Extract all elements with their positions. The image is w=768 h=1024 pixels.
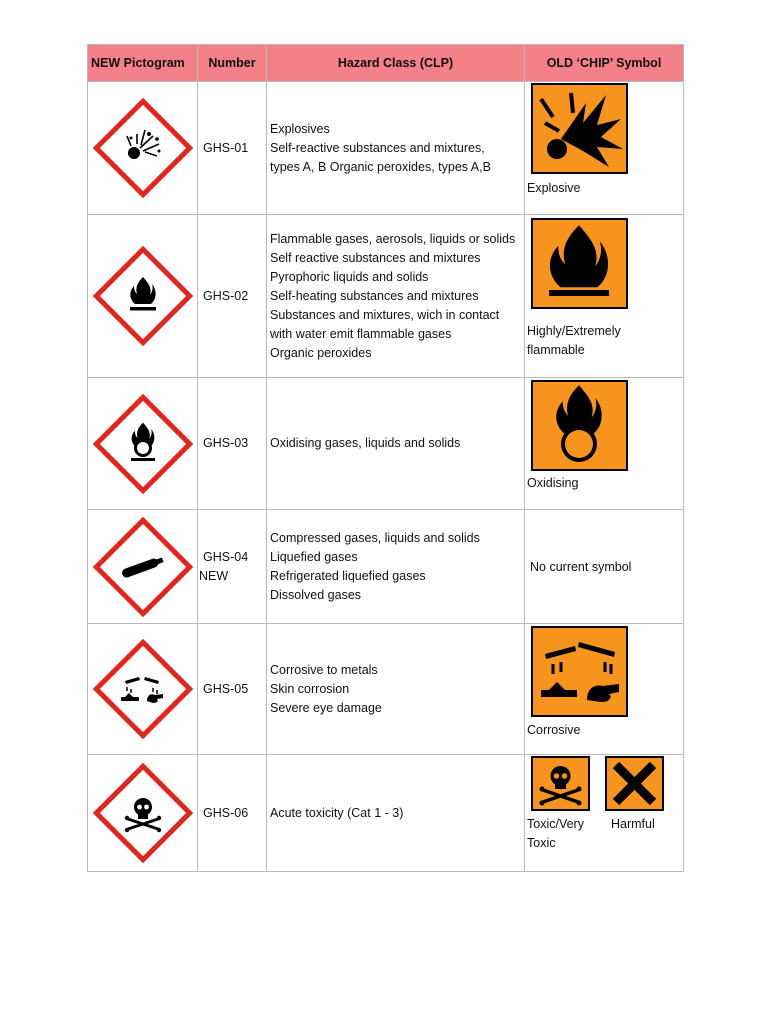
hazard-class-cell [267,624,525,755]
new-pictogram-cell [88,82,198,215]
new-label: NEW [199,568,229,583]
hazard-line: Corrosive to metals [270,662,378,677]
new-pictogram-cell [88,624,198,755]
ghs-number: GHS-06 [203,805,249,820]
skull-crossbones-icon [93,763,193,863]
old-symbol-cell [525,215,684,378]
hazard-line: Pyrophoric liquids and solids [270,269,429,284]
hazard-line: Flammable gases, aerosols, liquids or solids [270,231,516,246]
hazard-line: Self reactive substances and mixtures [270,250,481,265]
header-new-pictogram: NEW Pictogram [88,45,198,82]
hazard-line: Oxidising gases, liquids and solids [270,436,461,450]
hazard-line: Acute toxicity (Cat 1 - 3) [270,805,404,820]
old-symbol-caption: Oxidising [527,476,579,490]
hazard-line: Substances and mixtures, wich in contact [270,307,500,322]
explosive-symbol-icon [531,83,628,174]
hazard-line: Compressed gases, liquids and solids [270,530,480,545]
new-pictogram-cell [88,215,198,378]
old-symbol-caption: Highly/Extremely [527,324,621,338]
old-symbol-caption: Corrosive [527,723,581,737]
hazard-class-cell [267,510,525,624]
oxidising-symbol-icon [531,380,628,471]
ghs-number: GHS-05 [203,681,249,696]
ghs-number: GHS-01 [203,140,249,155]
table-row [88,755,684,872]
header-number: Number [198,45,267,82]
toxic-symbol-icon [531,756,590,811]
new-pictogram-cell [88,755,198,872]
ghs-number: GHS-03 [203,436,249,450]
hazard-line: types A, B Organic peroxides, types A,B [270,159,491,174]
old-symbol-caption: Harmful [611,817,655,831]
hazard-line: Liquefied gases [270,549,358,564]
old-symbol-caption: Toxic [527,836,556,850]
table-row [88,624,684,755]
hazard-class-cell [267,378,525,510]
flame-over-circle-icon [93,394,193,494]
corrosion-icon [93,639,193,739]
hazard-class-cell [267,82,525,215]
hazard-class-cell [267,755,525,872]
new-pictogram-cell [88,510,198,624]
new-pictogram-cell [88,378,198,510]
old-symbol-caption: Explosive [527,181,581,195]
flame-icon [93,246,193,346]
hazard-line: Refrigerated liquefied gases [270,568,426,583]
gas-cylinder-icon [93,517,193,617]
harmful-symbol-icon [605,756,664,811]
header-old-symbol: OLD ‘CHIP’ Symbol [525,45,684,82]
ghs-number: GHS-02 [203,288,249,303]
hazard-line: Severe eye damage [270,700,382,715]
hazard-line: Organic peroxides [270,345,372,360]
old-symbol-cell [525,510,684,624]
exploding-bomb-icon [93,98,193,198]
table-row [88,378,684,510]
hazard-line: Skin corrosion [270,681,350,696]
old-symbol-caption: Toxic/Very [527,817,584,831]
old-symbol-cell [525,755,684,872]
ghs-number-cell [198,624,267,755]
table-row [88,215,684,378]
old-symbol-cell [525,378,684,510]
header-row [88,45,684,82]
hazard-line: with water emit flammable gases [270,326,452,341]
ghs-number-cell [198,82,267,215]
ghs-number-cell [198,378,267,510]
hazard-line: Self-reactive substances and mixtures, [270,140,485,155]
old-symbol-caption: No current symbol [530,559,632,574]
ghs-number: GHS-04 [203,549,249,564]
old-symbol-cell [525,624,684,755]
ghs-number-cell [198,215,267,378]
hazard-line: Self-heating substances and mixtures [270,288,479,303]
ghs-number-cell [198,510,267,624]
old-symbol-cell [525,82,684,215]
hazard-class-cell [267,215,525,378]
header-hazard-class: Hazard Class (CLP) [267,45,525,82]
corrosive-symbol-icon [531,626,628,717]
hazard-line: Explosives [270,121,330,136]
ghs-number-cell [198,755,267,872]
hazard-line: Dissolved gases [270,587,362,602]
ghs-comparison-table [87,44,684,872]
table-row [88,82,684,215]
table-row [88,510,684,624]
old-symbol-caption: flammable [527,343,585,357]
flammable-symbol-icon [531,218,628,309]
